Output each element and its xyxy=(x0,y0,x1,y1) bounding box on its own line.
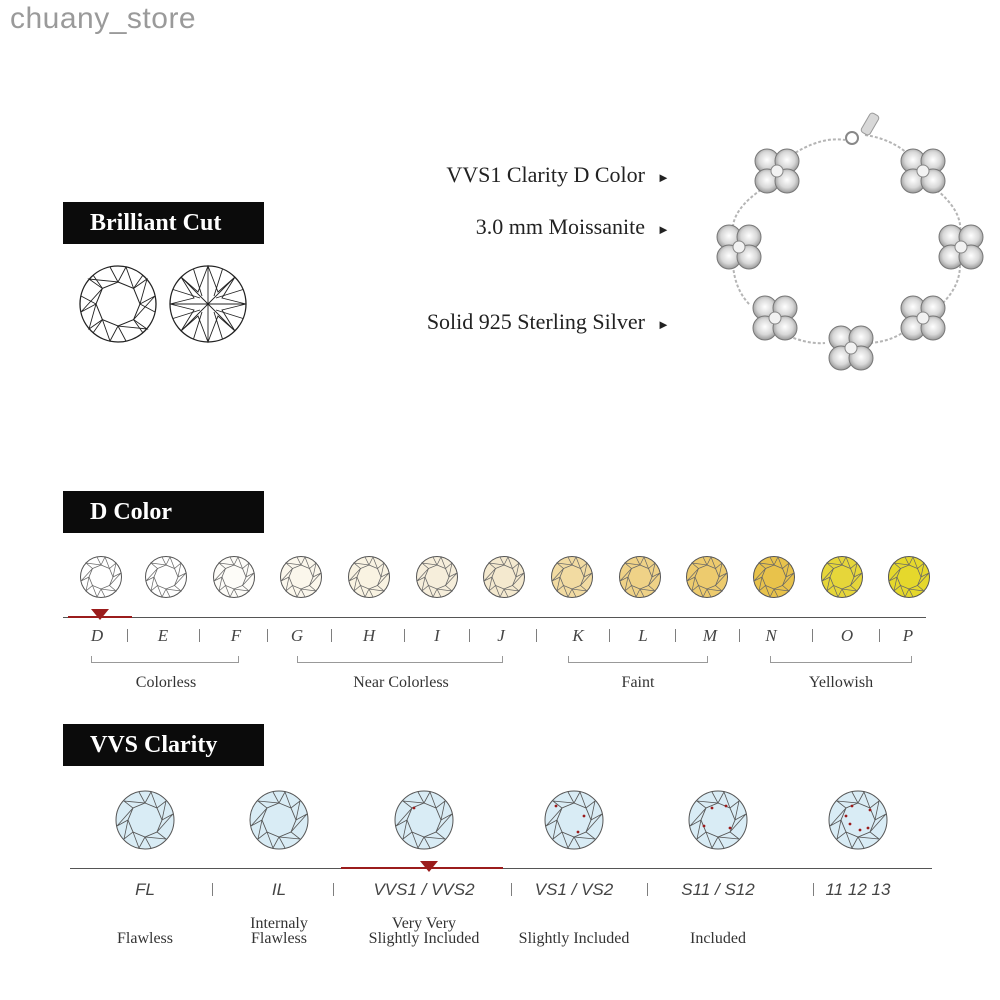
grade-separator: | xyxy=(811,627,815,643)
color-gem-f-icon xyxy=(212,555,256,599)
grade-separator: | xyxy=(198,627,202,643)
color-grade-k: K xyxy=(572,626,584,645)
selected-marker-icon xyxy=(89,607,111,621)
color-gem-d-icon xyxy=(79,555,123,599)
color-grade-i: I xyxy=(434,626,440,645)
arrow-icon: ► xyxy=(657,317,670,332)
color-gem-m-icon xyxy=(685,555,729,599)
color-gem-o-icon xyxy=(820,555,864,599)
color-grade-e: E xyxy=(157,626,169,645)
group-label-near-colorless: Near Colorless xyxy=(353,674,449,691)
color-gem-i-icon xyxy=(415,555,459,599)
grade-separator: | xyxy=(266,627,270,643)
clarity-code: IL xyxy=(271,880,287,899)
color-scale-axis xyxy=(63,617,926,618)
color-grade-l: L xyxy=(638,626,648,645)
grade-separator: | xyxy=(738,627,742,643)
clarity-desc-line1: Internaly xyxy=(250,915,308,932)
clarity-gem-icon xyxy=(687,789,749,851)
clarity-desc-line2: Flawless xyxy=(251,930,307,947)
grade-separator: | xyxy=(332,881,336,897)
color-gem-k-icon xyxy=(550,555,594,599)
grade-separator: | xyxy=(510,881,514,897)
diamond-pavilion-view-icon xyxy=(168,264,248,344)
color-grade-m: M xyxy=(702,626,718,645)
color-grade-o: O xyxy=(840,626,854,645)
clasp-icon xyxy=(846,112,880,144)
group-label-colorless: Colorless xyxy=(135,674,197,691)
arrow-icon: ► xyxy=(657,170,670,185)
clarity-desc-line2: Flawless xyxy=(117,930,173,947)
feature-moissanite-size: 3.0 mm Moissanite xyxy=(475,214,645,239)
color-grade-j: J xyxy=(497,626,505,645)
clarity-desc-line2: Slightly Included xyxy=(518,930,630,947)
clarity-code: 11 12 13 xyxy=(825,880,891,899)
grade-separator: | xyxy=(535,627,539,643)
grade-separator: | xyxy=(646,881,650,897)
color-gem-g-icon xyxy=(279,555,323,599)
clarity-gem-icon xyxy=(114,789,176,851)
grade-separator: | xyxy=(674,627,678,643)
color-grade-n: N xyxy=(765,626,777,645)
feature-material: Solid 925 Sterling Silver xyxy=(426,309,645,334)
grade-separator: | xyxy=(330,627,334,643)
group-bracket-near-colorless xyxy=(297,656,503,663)
grade-separator: | xyxy=(211,881,215,897)
clarity-gem-icon xyxy=(543,789,605,851)
arrow-icon: ► xyxy=(657,222,670,237)
color-grade-p: P xyxy=(902,626,914,645)
diamond-crown-view-icon xyxy=(78,264,158,344)
group-bracket-colorless xyxy=(91,656,239,663)
section-title-brilliant-cut: Brilliant Cut xyxy=(63,202,264,244)
grade-separator: | xyxy=(878,627,882,643)
clarity-gem-icon xyxy=(827,789,889,851)
clarity-code: FL xyxy=(135,880,155,899)
clarity-code: VS1 / VS2 xyxy=(534,880,614,899)
color-gem-e-icon xyxy=(144,555,188,599)
clarity-gem-icon xyxy=(248,789,310,851)
color-grade-g: G xyxy=(290,626,304,645)
grade-separator: | xyxy=(812,881,816,897)
group-label-faint: Faint xyxy=(621,674,655,691)
color-grade-f: F xyxy=(230,626,242,645)
color-gem-n-icon xyxy=(752,555,796,599)
feature-clarity-color: VVS1 Clarity D Color xyxy=(446,162,645,187)
color-gem-l-icon xyxy=(618,555,662,599)
clarity-code: VVS1 / VVS2 xyxy=(373,880,475,899)
clarity-desc-line2: Included xyxy=(690,930,746,947)
selected-marker-icon xyxy=(418,859,440,873)
group-bracket-faint xyxy=(568,656,708,663)
color-grade-h: H xyxy=(362,626,376,645)
color-grade-d: D xyxy=(90,626,104,645)
grade-separator: | xyxy=(468,627,472,643)
bracelet-image xyxy=(705,105,995,390)
group-label-yellowish: Yellowish xyxy=(808,674,874,691)
grade-separator: | xyxy=(403,627,407,643)
color-gem-h-icon xyxy=(347,555,391,599)
section-title-color: D Color xyxy=(63,491,264,533)
clarity-code: S11 / S12 xyxy=(681,880,755,899)
grade-separator: | xyxy=(608,627,612,643)
grade-separator: | xyxy=(126,627,130,643)
color-gem-j-icon xyxy=(482,555,526,599)
clarity-desc-line1: Very Very xyxy=(391,915,457,932)
group-bracket-yellowish xyxy=(770,656,912,663)
section-title-clarity: VVS Clarity xyxy=(63,724,264,766)
clarity-gem-icon xyxy=(393,789,455,851)
clarity-desc-line2: Slightly Included xyxy=(368,930,480,947)
store-watermark: chuany_store xyxy=(10,2,197,35)
color-gem-p-icon xyxy=(887,555,931,599)
